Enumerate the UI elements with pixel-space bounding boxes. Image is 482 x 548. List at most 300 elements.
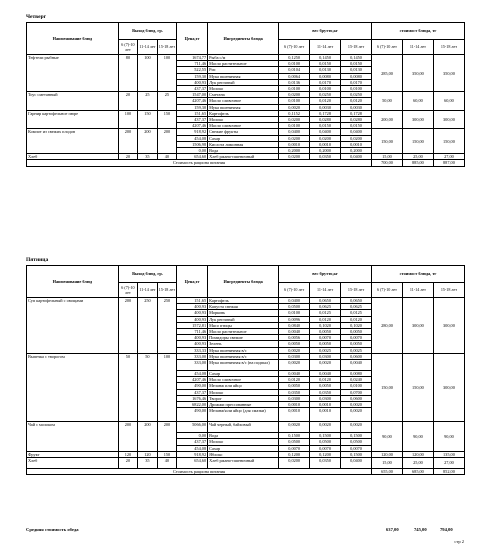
ingredient-name: Сметана	[208, 92, 279, 98]
dish-cost: 50,00	[372, 92, 403, 111]
ingredient-price: 400,93	[177, 310, 208, 316]
dish-portion: 100	[157, 353, 177, 421]
ingredient-weight: 0,0840	[279, 322, 310, 328]
ingredient-weight: 0,0096	[279, 316, 310, 322]
ingredient-name: Кислота лимонная	[208, 141, 279, 147]
average-cost-label: Средняя стоимость обеда	[26, 527, 79, 532]
ingredient-weight: 0,0200	[279, 135, 310, 141]
age-group-header: 15-18 лет	[157, 283, 177, 298]
ingredient-weight: 0,0170	[310, 79, 341, 85]
ingredient-weight: 0,0625	[341, 304, 372, 310]
ingredient-price: 654,60	[177, 458, 208, 469]
dish-cost: 280,00	[372, 298, 403, 354]
ingredient-weight: 0,0020	[310, 422, 341, 433]
ingredient-name: Рыба с/м	[208, 55, 279, 61]
ingredient-price: 400,93	[177, 304, 208, 310]
ingredient-weight: 0,0100	[341, 86, 372, 92]
ingredient-weight: 0,1728	[310, 110, 341, 116]
ingredient-row	[27, 422, 465, 433]
ingredient-price: 400,93	[177, 341, 208, 347]
dish-portion: 25	[138, 92, 157, 111]
ingredient-weight: 0,0350	[279, 389, 310, 395]
ingredient-weight: 0,0400	[341, 458, 372, 469]
ingredient-weight: 0,0050	[279, 341, 310, 347]
dish-cost: 350,00	[402, 55, 433, 92]
page-number: стр 2	[454, 539, 464, 544]
ingredient-price: 654,60	[177, 154, 208, 160]
ingredient-weight: 0,0250	[341, 92, 372, 98]
age-group-header: 11-14 лет	[310, 40, 341, 55]
ingredient-weight: 0,0020	[279, 422, 310, 433]
ingredient-weight: 0,1500	[341, 451, 372, 457]
header-weight: вес брутто,кг	[279, 266, 372, 283]
ingredient-weight: 0,0020	[310, 360, 341, 371]
header-portion: Выход блюд, гр.	[118, 23, 176, 40]
ingredient-weight: 0,0700	[341, 389, 372, 395]
ingredient-price: 437,37	[177, 117, 208, 123]
age-group-header: 15-18 лет	[433, 283, 464, 298]
dish-portion: 50	[138, 353, 157, 421]
ingredient-weight: 0,0120	[310, 98, 341, 104]
dish-cost: 150,00	[372, 353, 403, 421]
ingredient-weight: 0,0050	[310, 383, 341, 389]
ingredient-weight: 0,1500	[310, 433, 341, 439]
ingredient-weight: 0,0500	[279, 304, 310, 310]
ingredient-name: Рис	[208, 67, 279, 73]
dish-cost: 150,00	[402, 353, 433, 421]
ingredient-weight: 0,0070	[341, 335, 372, 341]
dish-portion: 100	[138, 55, 157, 92]
ingredient-price: 711,46	[177, 329, 208, 335]
ingredient-name: Картофель	[208, 110, 279, 116]
dish-cost: 150,00	[402, 129, 433, 154]
header-dish: Наименование блюд	[27, 23, 119, 55]
header-row	[27, 266, 465, 283]
ingredient-weight: 0,0250	[310, 92, 341, 98]
ingredient-weight: 0,0010	[341, 141, 372, 147]
dish-name: Тоус сметанный	[27, 92, 119, 111]
ingredient-weight: 0,0020	[279, 360, 310, 371]
ingredient-name: Капуста свежая	[208, 304, 279, 310]
header-weight: вес брутто,кг	[279, 23, 372, 40]
total-row	[27, 469, 465, 475]
dish-cost: 300,00	[433, 110, 464, 129]
ingredient-price: 1676,46	[177, 395, 208, 401]
ingredient-weight: 0,0650	[341, 298, 372, 304]
ingredient-name: Яблоко	[208, 451, 279, 457]
ingredient-price: 0,00	[177, 433, 208, 439]
header-dish: Наименование блюд	[27, 266, 119, 298]
ingredient-weight: 0,0150	[341, 61, 372, 67]
ingredient-weight: 0,0400	[279, 129, 310, 135]
dish-cost: 90,00	[372, 422, 403, 452]
ingredient-name: Масло растительное	[208, 61, 279, 67]
ingredient-name: Дрожжи прессованные	[208, 402, 279, 408]
ingredient-weight: 0,0400	[341, 129, 372, 135]
ingredient-name: Зелень	[208, 341, 279, 347]
age-group-header: 11-14 лет	[138, 40, 157, 55]
ingredient-weight: 0,0064	[279, 73, 310, 79]
ingredient-weight: 0,0200	[341, 135, 372, 141]
ingredient-weight: 0,0200	[310, 135, 341, 141]
ingredient-weight: 0,0050	[341, 329, 372, 335]
ingredient-price: 711,46	[177, 61, 208, 67]
ingredient-name: Молоко	[208, 86, 279, 92]
ingredient-price: 6822,00	[177, 402, 208, 408]
dish-name: Фрукт	[27, 451, 119, 457]
ingredient-price: 1572,81	[177, 322, 208, 328]
dish-portion: 200	[118, 298, 137, 354]
dish-cost: 15,00	[372, 154, 403, 160]
ingredient-name: Хлеб ржано-пшеничный	[208, 458, 279, 469]
age-group-header: 11-14 лет	[402, 283, 433, 298]
dish-cost: 15,00	[372, 458, 403, 469]
ingredient-weight: 0,0125	[341, 310, 372, 316]
dish-cost: 350,00	[433, 55, 464, 92]
dish-portion: 120	[118, 451, 137, 457]
ingredient-weight: 0,0020	[341, 408, 372, 422]
ingredient-weight: 0,0040	[310, 371, 341, 377]
ingredient-weight: 0,0350	[310, 389, 341, 395]
ingredient-weight: 0,0040	[279, 371, 310, 377]
dish-name: Хлеб	[27, 458, 119, 469]
ingredient-name: Молоко	[208, 117, 279, 123]
ingredient-weight: 0,0125	[310, 310, 341, 316]
ingredient-name: Масло сливочное	[208, 98, 279, 104]
day-title-thursday: Четверг	[26, 14, 47, 20]
age-group-header: 15-18 лет	[341, 283, 372, 298]
ingredient-weight: 0,0010	[310, 408, 341, 422]
ingredient-weight: 0,0350	[310, 154, 341, 160]
ingredient-weight: 0,0100	[310, 86, 341, 92]
total-row	[27, 160, 465, 166]
dish-portion: 200	[118, 422, 137, 452]
dish-cost: 120,00	[372, 451, 403, 457]
menu-table-friday	[26, 265, 465, 475]
dish-cost: 285,00	[372, 55, 403, 92]
dish-portion: 80	[118, 55, 137, 92]
dish-cost: 90,00	[402, 422, 433, 452]
ingredient-weight: 0,0010	[310, 402, 341, 408]
ingredient-name: Мука пшеничная в/с	[208, 353, 279, 359]
ingredient-weight: 0,0020	[279, 347, 310, 353]
ingredient-weight: 0,0070	[310, 335, 341, 341]
dish-name: Гарнир картофельное пюре	[27, 110, 119, 129]
ingredient-weight: 0,0120	[310, 377, 341, 383]
dish-portion: 35	[138, 154, 157, 160]
ingredient-weight: 0,0300	[310, 395, 341, 401]
ingredient-name: Помидоры свежие	[208, 335, 279, 341]
ingredient-row	[27, 353, 465, 359]
ingredient-name: Меланж\или яйцо (для смазки)	[208, 408, 279, 422]
dish-cost: 300,00	[433, 353, 464, 421]
ingredient-price: 4207,46	[177, 377, 208, 383]
ingredient-price: 333,33	[177, 347, 208, 353]
ingredient-price: 333,00	[177, 353, 208, 359]
ingredient-weight: 0,0020	[279, 104, 310, 110]
dish-portion: 100	[157, 55, 177, 92]
ingredient-weight: 0,1450	[310, 55, 341, 61]
ingredient-weight: 0,0150	[310, 61, 341, 67]
dish-portion: 150	[138, 110, 157, 129]
ingredient-weight: 0,2000	[310, 148, 341, 154]
ingredient-weight: 0,0280	[341, 117, 372, 123]
ingredient-name: Мука пшеничная в/с	[208, 347, 279, 353]
dish-name: Чай с молоком	[27, 422, 119, 452]
ingredient-weight: 0,0200	[279, 458, 310, 469]
dish-portion: 200	[118, 129, 137, 154]
ingredient-weight: 0,0050	[341, 341, 372, 347]
ingredient-name: Мука пшеничная в/с (на подпыл)	[208, 360, 279, 371]
ingredient-price: 454,08	[177, 135, 208, 141]
ingredient-name: Вода	[208, 148, 279, 154]
ingredient-price: 4207,46	[177, 98, 208, 104]
ingredient-row	[27, 458, 465, 469]
dish-cost: 60,00	[433, 92, 464, 111]
ingredient-weight: 0,0120	[279, 377, 310, 383]
ingredient-price: 0,00	[177, 148, 208, 154]
ingredient-price: 918,92	[177, 129, 208, 135]
header-price: Цена,тг	[177, 266, 208, 298]
header-row	[27, 23, 465, 40]
ingredient-weight: 0,0400	[279, 298, 310, 304]
ingredient-price: 490,00	[177, 408, 208, 422]
header-cost: стоимост блюда, тг	[372, 266, 465, 283]
ingredient-weight: 0,2000	[279, 148, 310, 154]
ingredient-price: 454,08	[177, 445, 208, 451]
ingredient-weight: 0,0600	[341, 353, 372, 359]
ingredient-weight: 0,0300	[279, 353, 310, 359]
dish-cost: 25,00	[402, 154, 433, 160]
dish-portion: 50	[118, 353, 137, 421]
ingredient-name: Лук репчатый	[208, 316, 279, 322]
header-portion: Выход блюд, гр.	[118, 266, 176, 283]
dish-portion: 200	[138, 422, 157, 452]
dish-cost: 300,00	[433, 298, 464, 354]
ingredient-weight: 0,0120	[341, 98, 372, 104]
ingredient-weight: 0,0104	[279, 67, 310, 73]
ingredient-name: Мука пшеничная	[208, 73, 279, 79]
ingredient-price: 4207,46	[177, 123, 208, 129]
ingredient-weight: 0,0056	[279, 335, 310, 341]
ingredient-weight: 0,0200	[279, 92, 310, 98]
ingredient-price: 159,30	[177, 104, 208, 110]
dish-cost: 25,00	[402, 458, 433, 469]
ingredient-weight: 0,1200	[279, 451, 310, 457]
ingredient-weight: 0,1450	[341, 55, 372, 61]
age-group-header: 6 (7)-10 лет	[372, 283, 403, 298]
ingredient-weight: 0,1500	[279, 433, 310, 439]
ingredient-weight: 0,2000	[341, 148, 372, 154]
ingredient-weight: 0,1020	[341, 322, 372, 328]
age-group-header: 6 (7)-10 лет	[372, 40, 403, 55]
ingredient-price: 333,00	[177, 360, 208, 371]
ingredient-weight: 0,0500	[279, 439, 310, 445]
ingredient-name: Масло сливочное	[208, 123, 279, 129]
average-cost-value: 745,00	[414, 527, 427, 532]
ingredient-weight: 0,0100	[279, 123, 310, 129]
ingredient-weight: 0,0070	[310, 445, 341, 451]
ingredient-name: Сахар	[208, 445, 279, 451]
menu-table-thursday	[26, 22, 465, 167]
ingredient-name: Картофель	[208, 298, 279, 304]
header-ingredients: Ингредиенты блюда	[208, 23, 279, 55]
header-ingredients: Ингредиенты блюда	[208, 266, 279, 298]
ingredient-weight: 0,0080	[341, 73, 372, 79]
total-value: 887,00	[433, 160, 464, 166]
ingredient-weight: 0,0070	[279, 445, 310, 451]
dish-portion: 150	[157, 110, 177, 129]
ingredient-weight: 0,0136	[279, 79, 310, 85]
ingredient-weight: 0,0070	[341, 445, 372, 451]
dish-portion: 200	[138, 129, 157, 154]
dish-cost: 150,00	[372, 129, 403, 154]
ingredient-weight: 0,0050	[279, 383, 310, 389]
ingredient-weight: 0,0080	[310, 73, 341, 79]
dish-name: Компот из свежих плодов	[27, 129, 119, 154]
dish-portion: 100	[118, 110, 137, 129]
age-group-header: 15-18 лет	[433, 40, 464, 55]
ingredient-weight: 0,0025	[341, 347, 372, 353]
age-group-header: 15-18 лет	[341, 40, 372, 55]
dish-portion: 250	[138, 298, 157, 354]
total-label: Стоимость рациона питания	[27, 469, 372, 475]
dish-portion: 40	[157, 154, 177, 160]
ingredient-weight: 0,0280	[310, 117, 341, 123]
dish-portion: 20	[118, 92, 137, 111]
ingredient-price: 490,00	[177, 383, 208, 389]
ingredient-name: Масло растительное	[208, 329, 279, 335]
dish-cost: 120,00	[402, 451, 433, 457]
dish-name: Хлеб	[27, 154, 119, 160]
ingredient-name: Масло сливочное	[208, 377, 279, 383]
dish-portion: 200	[157, 422, 177, 452]
ingredient-weight: 0,0650	[310, 298, 341, 304]
ingredient-name: Меланж или яйцо	[208, 383, 279, 389]
ingredient-weight: 0,0010	[279, 402, 310, 408]
dish-portion: 250	[157, 298, 177, 354]
dish-portion: 25	[157, 92, 177, 111]
ingredient-price: 400,93	[177, 79, 208, 85]
ingredient-weight: 0,0600	[341, 395, 372, 401]
ingredient-name: Сахар	[208, 371, 279, 377]
age-group-header: 11-14 лет	[310, 283, 341, 298]
header-cost: стоимост блюда, тг	[372, 23, 465, 40]
ingredient-weight: 0,0100	[279, 98, 310, 104]
ingredient-weight: 0,0200	[279, 117, 310, 123]
ingredient-weight: 0,0020	[341, 402, 372, 408]
ingredient-name: Хлеб ржано-пшеничный	[208, 154, 279, 160]
age-group-header: 6 (7)-10 лет	[279, 40, 310, 55]
ingredient-weight: 0,0300	[310, 353, 341, 359]
ingredient-name: Мясо птицы	[208, 322, 279, 328]
ingredient-weight: 0,0050	[310, 341, 341, 347]
dish-portion: 20	[118, 458, 137, 469]
total-value: 685,00	[402, 469, 433, 475]
ingredient-weight: 0,0040	[279, 329, 310, 335]
age-group-header: 6 (7)-10 лет	[118, 40, 137, 55]
ingredient-weight: 0,0240	[341, 377, 372, 383]
ingredient-price: 454,08	[177, 371, 208, 377]
dish-cost: 135,00	[433, 451, 464, 457]
dish-cost: 60,00	[402, 92, 433, 111]
dish-portion: 40	[157, 458, 177, 469]
ingredient-weight: 0,0300	[279, 395, 310, 401]
age-group-header: 15-18 лет	[157, 40, 177, 55]
ingredient-price: 400,93	[177, 316, 208, 322]
ingredient-weight: 0,0500	[310, 439, 341, 445]
day-title-friday: Пятница	[26, 257, 49, 263]
total-value: 852,00	[433, 469, 464, 475]
dish-cost: 27,00	[433, 458, 464, 469]
ingredient-price: 437,37	[177, 439, 208, 445]
total-label: Стоимость рациона питания	[27, 160, 372, 166]
dish-portion: 150	[157, 451, 177, 457]
ingredient-weight: 0,0020	[341, 422, 372, 433]
ingredient-weight: 0,0010	[279, 141, 310, 147]
dish-portion: 200	[157, 129, 177, 154]
ingredient-price: 437,37	[177, 389, 208, 395]
dish-name: Суп картофельный с овощами	[27, 298, 119, 354]
ingredient-weight: 0,0030	[341, 104, 372, 110]
ingredient-weight: 0,0500	[341, 439, 372, 445]
ingredient-price: 437,37	[177, 86, 208, 92]
ingredient-price: 1506,98	[177, 141, 208, 147]
ingredient-name: Сахар	[208, 135, 279, 141]
ingredient-weight: 0,0100	[279, 61, 310, 67]
dish-cost: 90,00	[433, 422, 464, 452]
ingredient-weight: 0,1152	[279, 110, 310, 116]
ingredient-price: 151,65	[177, 298, 208, 304]
ingredient-price: 5066,00	[177, 422, 208, 433]
ingredient-weight: 0,0120	[310, 316, 341, 322]
ingredient-price: 522,55	[177, 67, 208, 73]
ingredient-weight: 0,0100	[279, 86, 310, 92]
dish-portion: 120	[138, 451, 157, 457]
ingredient-weight: 0,0200	[279, 154, 310, 160]
age-group-header: 6 (7)-10 лет	[118, 283, 137, 298]
ingredient-weight: 0,1020	[310, 322, 341, 328]
ingredient-price: 159,30	[177, 73, 208, 79]
ingredient-weight: 0,1200	[310, 451, 341, 457]
ingredient-weight: 0,0010	[279, 408, 310, 422]
header-price: Цена,тг	[177, 23, 208, 55]
ingredient-weight: 0,0625	[310, 304, 341, 310]
ingredient-weight: 0,0400	[341, 154, 372, 160]
ingredient-weight: 0,0130	[310, 67, 341, 73]
ingredient-name: Творог	[208, 395, 279, 401]
dish-name: Выпечка с творогом	[27, 353, 119, 421]
ingredient-weight: 0,0100	[341, 383, 372, 389]
dish-cost: 300,00	[402, 298, 433, 354]
total-value: 700,00	[372, 160, 403, 166]
ingredient-weight: 0,0080	[341, 371, 372, 377]
ingredient-weight: 0,0120	[341, 316, 372, 322]
ingredient-name: Мука пшеничная	[208, 104, 279, 110]
ingredient-weight: 0,0150	[341, 123, 372, 129]
ingredient-weight: 0,0030	[310, 104, 341, 110]
ingredient-name: Молоко	[208, 389, 279, 395]
total-value: 655,00	[372, 469, 403, 475]
dish-cost: 300,00	[402, 110, 433, 129]
ingredient-weight: 0,1250	[279, 55, 310, 61]
ingredient-weight: 0,0350	[310, 458, 341, 469]
total-value: 885,00	[402, 160, 433, 166]
ingredient-price: 400,93	[177, 335, 208, 341]
age-group-header: 6 (7)-10 лет	[279, 283, 310, 298]
average-cost-value: 794,00	[440, 527, 453, 532]
ingredient-price: 918,92	[177, 451, 208, 457]
